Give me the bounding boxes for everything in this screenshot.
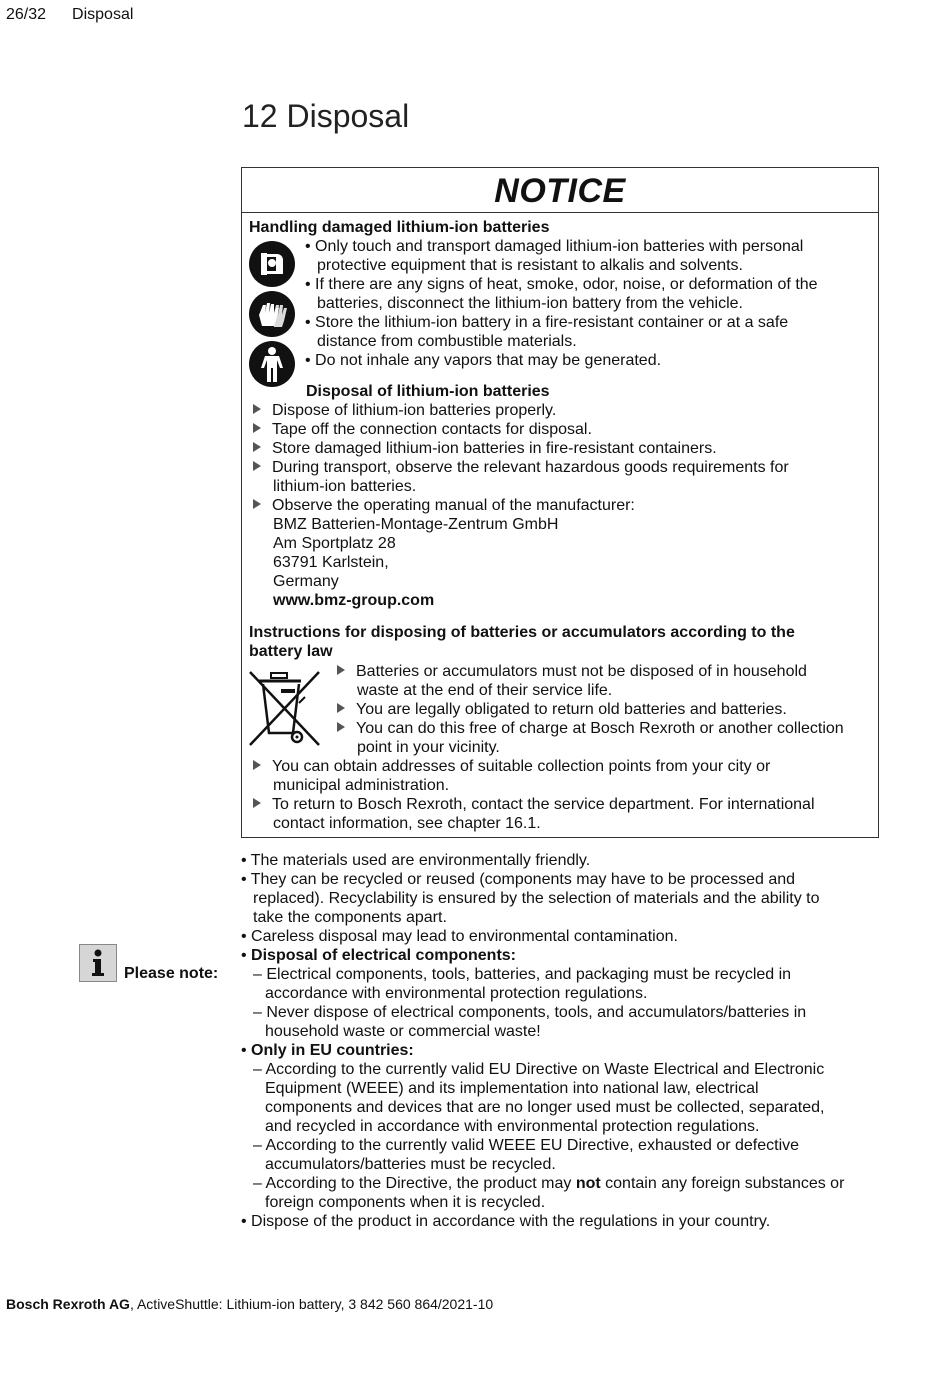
- manufacturer-website-link[interactable]: www.bmz-group.com: [273, 592, 435, 609]
- note-line: take the components apart.: [253, 909, 447, 926]
- battery-law-step: You can do this free of charge at Bosch Rexroth or another collection: [337, 719, 844, 738]
- note-line: – Never dispose of electrical components, tools, and accumulators/batteries in: [253, 1004, 807, 1021]
- step-arrow-icon: [253, 404, 261, 414]
- battery-law-steps-upper: [337, 662, 844, 757]
- battery-law-steps-lower: [253, 757, 815, 833]
- step-arrow-icon: [337, 665, 345, 675]
- battery-law-step-cont: waste at the end of their service life.: [357, 682, 613, 699]
- handling-bullet-1: • Only touch and transport damaged lithium-ion batteries with personal protective equipment that is resistant to alkalis and solvents.: [305, 238, 804, 274]
- disposal-step: Tape off the connection contacts for disposal.: [253, 420, 789, 439]
- please-note-label: Please note:: [124, 965, 219, 982]
- handling-bullet-2: • If there are any signs of heat, smoke, odor, noise, or deformation of the batteries, disconnect the lithium-ion battery from the vehicle.: [305, 276, 818, 312]
- note-list: [241, 851, 881, 1231]
- note-line: – According to the currently valid EU Directive on Waste Electrical and Electronic: [253, 1061, 825, 1078]
- battery-law-step: You can obtain addresses of suitable collection points from your city or: [253, 757, 815, 776]
- crossed-bin-icon: [247, 667, 323, 749]
- step-arrow-icon: [253, 499, 261, 509]
- disposal-steps: [253, 401, 789, 610]
- disposal-step: Observe the operating manual of the manufacturer:: [253, 496, 789, 515]
- footer-document-info: , ActiveShuttle: Lithium-ion battery, 3 842 560 864/2021-10: [129, 1296, 494, 1312]
- gloves-icon: [249, 291, 295, 337]
- step-arrow-icon: [337, 722, 345, 732]
- manufacturer-street: Am Sportplatz 28: [273, 535, 396, 552]
- battery-law-step-cont: contact information, see chapter 16.1.: [273, 815, 541, 832]
- manufacturer-country: Germany: [273, 573, 339, 590]
- disposal-step: Dispose of lithium-ion batteries properly.: [253, 401, 789, 420]
- manufacturer-city: 63791 Karlstein,: [273, 554, 389, 571]
- note-line: • Disposal of electrical components:: [241, 947, 516, 964]
- battery-law-step: You are legally obligated to return old batteries and batteries.: [337, 700, 844, 719]
- battery-law-step-cont: point in your vicinity.: [357, 739, 500, 756]
- disposal-title: Disposal of lithium-ion batteries: [306, 383, 550, 400]
- info-icon: [79, 944, 117, 982]
- note-line: and recycled in accordance with environmental protection regulations.: [265, 1118, 760, 1135]
- handling-bullet-4: • Do not inhale any vapors that may be generated.: [305, 352, 662, 369]
- handling-title: Handling damaged lithium-ion batteries: [249, 219, 550, 236]
- handling-bullet-3: • Store the lithium-ion battery in a fire-resistant container or at a safe distance from combustible materials.: [305, 314, 789, 350]
- protective-suit-icon: [249, 341, 295, 387]
- note-line: • Careless disposal may lead to environmental contamination.: [241, 928, 678, 945]
- page-number: 26/32: [6, 6, 47, 23]
- disposal-step: Store damaged lithium-ion batteries in fire-resistant containers.: [253, 439, 789, 458]
- page-header: [6, 6, 133, 24]
- notice-box: [241, 167, 879, 838]
- battery-law-step: To return to Bosch Rexroth, contact the service department. For international: [253, 795, 815, 814]
- note-line: – According to the currently valid WEEE EU Directive, exhausted or defective: [253, 1137, 800, 1154]
- chapter-title: 12 Disposal: [242, 98, 410, 134]
- note-line: foreign components when it is recycled.: [265, 1194, 546, 1211]
- note-line: – Electrical components, tools, batteries, and packaging must be recycled in: [253, 966, 792, 983]
- note-line: • Dispose of the product in accordance with the regulations in your country.: [241, 1213, 771, 1230]
- note-line: replaced). Recyclability is ensured by the selection of materials and the ability to: [253, 890, 820, 907]
- header-section: Disposal: [72, 6, 134, 23]
- battery-law-title: Instructions for disposing of batteries or accumulators according to the battery law: [249, 624, 795, 660]
- step-arrow-icon: [253, 423, 261, 433]
- step-arrow-icon: [253, 461, 261, 471]
- note-line: • Only in EU countries:: [241, 1042, 414, 1059]
- manufacturer-name: BMZ Batterien-Montage-Zentrum GmbH: [273, 516, 559, 533]
- disposal-step: During transport, observe the relevant hazardous goods requirements for: [253, 458, 789, 477]
- step-arrow-icon: [253, 760, 261, 770]
- note-line: – According to the Directive, the product may not contain any foreign substances or: [253, 1175, 845, 1192]
- note-line: • They can be recycled or reused (components may have to be processed and: [241, 871, 796, 888]
- face-shield-icon: [249, 241, 295, 287]
- battery-law-step: Batteries or accumulators must not be disposed of in household: [337, 662, 844, 681]
- note-line: • The materials used are environmentally friendly.: [241, 852, 591, 869]
- note-line: accordance with environmental protection regulations.: [265, 985, 648, 1002]
- step-arrow-icon: [337, 703, 345, 713]
- note-line: components and devices that are no longer used must be collected, separated,: [265, 1099, 825, 1116]
- note-line: Equipment (WEEE) and its implementation into national law, electrical: [265, 1080, 759, 1097]
- footer-company: Bosch Rexroth AG: [6, 1296, 130, 1312]
- battery-law-step-cont: municipal administration.: [273, 777, 450, 794]
- note-line: accumulators/batteries must be recycled.: [265, 1156, 556, 1173]
- notice-heading: NOTICE: [242, 168, 878, 213]
- page-footer: [6, 1296, 493, 1312]
- note-line: household waste or commercial waste!: [265, 1023, 541, 1040]
- disposal-step-cont: lithium-ion batteries.: [273, 478, 417, 495]
- step-arrow-icon: [253, 442, 261, 452]
- step-arrow-icon: [253, 798, 261, 808]
